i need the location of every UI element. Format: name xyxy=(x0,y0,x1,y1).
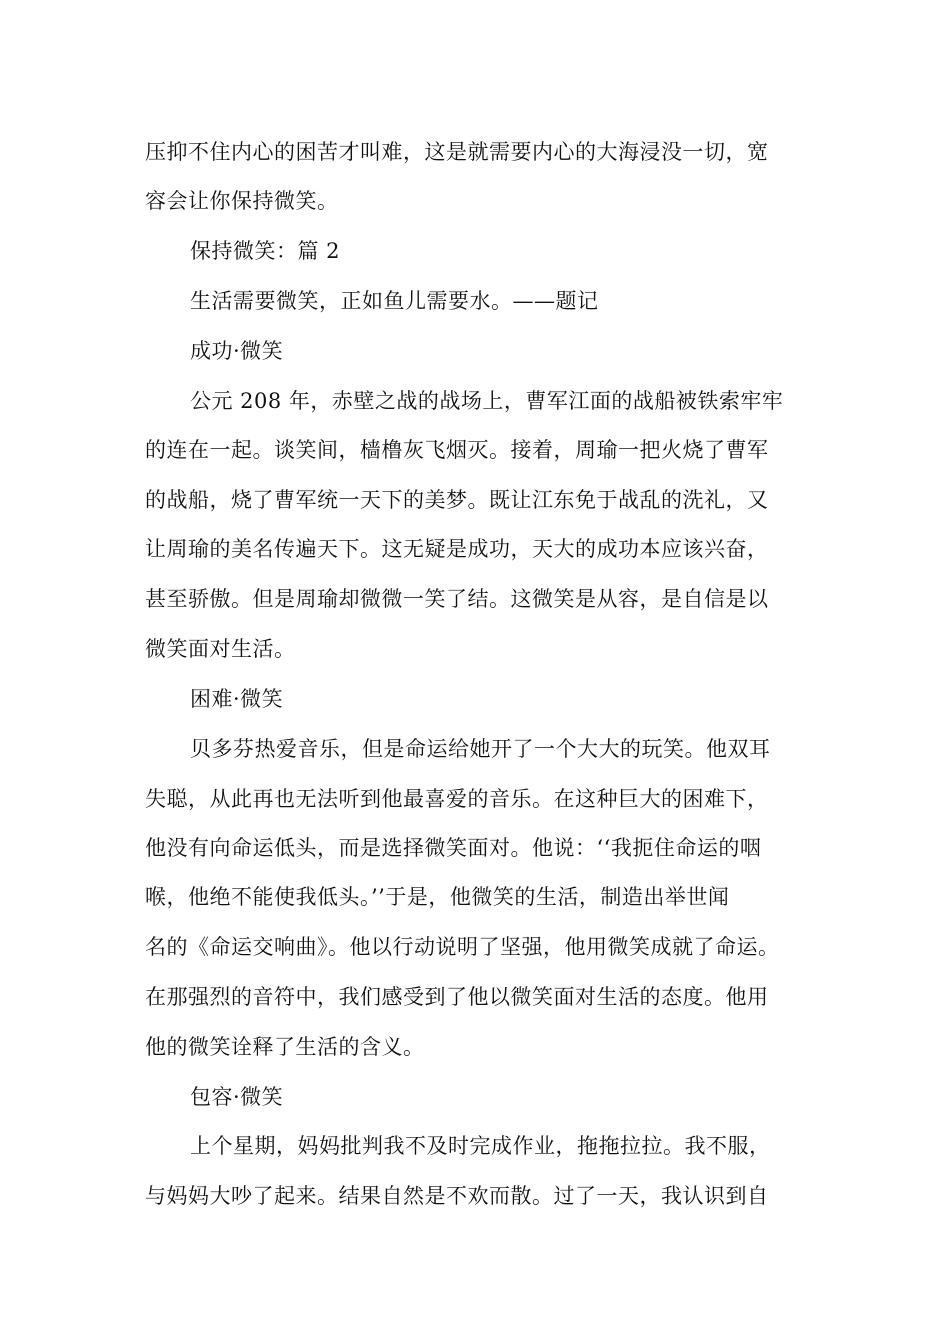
paragraph-line: 喉，他绝不能使我低头。’’于是，他微笑的生活，制造出举世闻 xyxy=(145,885,730,909)
paragraph-line: 压抑不住内心的困苦才叫难，这是就需要内心的大海浸没一切，宽 xyxy=(145,140,769,164)
paragraph-line: 容会让你保持微笑。 xyxy=(145,189,339,213)
subsection-heading: 成功·微笑 xyxy=(190,339,284,363)
paragraph-line: 的战船，烧了曹军统一天下的美梦。既让江东免于战乱的洗礼，又 xyxy=(145,488,769,512)
subsection-heading: 包容·微笑 xyxy=(190,1085,284,1109)
paragraph-line: 贝多芬热爱音乐，但是命运给她开了一个大大的玩笑。他双耳 xyxy=(190,737,771,761)
subsection-heading: 困难·微笑 xyxy=(190,687,284,711)
paragraph-line: 微笑面对生活。 xyxy=(145,637,296,661)
paragraph-line: 名的《命运交响曲》。他以行动说明了坚强，他用微笑成就了命运。 xyxy=(145,935,780,959)
paragraph-line: 失聪，从此再也无法听到他最喜爱的音乐。在这种巨大的困难下， xyxy=(145,787,769,811)
paragraph-line: 甚至骄傲。但是周瑜却微微一笑了结。这微笑是从容，是自信是以 xyxy=(145,587,769,611)
epigraph: 生活需要微笑，正如鱼儿需要水。——题记 xyxy=(190,289,599,313)
paragraph-line: 他没有向命运低头，而是选择微笑面对。他说：‘‘我扼住命运的咽 xyxy=(145,836,762,860)
paragraph-line: 他的微笑诠释了生活的含义。 xyxy=(145,1035,425,1059)
paragraph-line: 公元 208 年，赤壁之战的战场上，曹军江面的战船被铁索牢牢 xyxy=(190,389,784,413)
paragraph-line: 在那强烈的音符中，我们感受到了他以微笑面对生活的态度。他用 xyxy=(145,985,769,1009)
paragraph-line: 让周瑜的美名传遍天下。这无疑是成功，天大的成功本应该兴奋， xyxy=(145,537,769,561)
paragraph-line: 与妈妈大吵了起来。结果自然是不欢而散。过了一天，我认识到自 xyxy=(145,1184,769,1208)
paragraph-line: 的连在一起。谈笑间，樯橹灰飞烟灭。接着，周瑜一把火烧了曹军 xyxy=(145,438,769,462)
paragraph-line: 上个星期，妈妈批判我不及时完成作业，拖拖拉拉。我不服， xyxy=(190,1134,771,1158)
section-title: 保持微笑：篇 2 xyxy=(190,239,341,263)
